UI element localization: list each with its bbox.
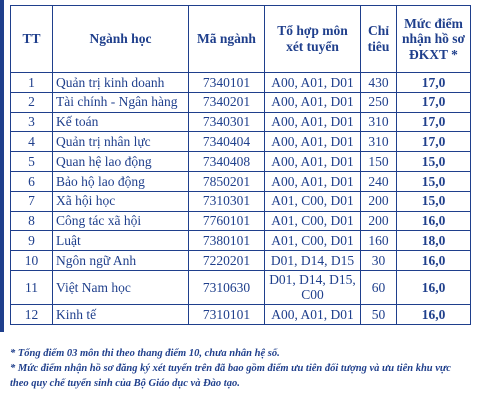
- cell-combo: A00, A01, D01: [265, 73, 361, 93]
- table-row: [11, 270, 471, 304]
- cell-code: 7310101: [189, 304, 265, 324]
- cell-code: 7220201: [189, 251, 265, 271]
- cell-code: 7340201: [189, 92, 265, 112]
- cell-code: 7760101: [189, 211, 265, 231]
- cell-score: 18,0: [397, 231, 471, 251]
- table-row: [11, 73, 471, 93]
- cell-quota: 310: [361, 112, 397, 132]
- cell-combo: D01, D14, D15, C00: [265, 270, 361, 304]
- cell-score: 16,0: [397, 304, 471, 324]
- cell-quota: 60: [361, 270, 397, 304]
- cell-major: Bảo hộ lao động: [53, 171, 189, 191]
- cell-combo: A01, C00, D01: [265, 211, 361, 231]
- cell-score: 15,0: [397, 152, 471, 172]
- cell-tt: 7: [11, 191, 53, 211]
- cell-major: Công tác xã hội: [53, 211, 189, 231]
- cell-major: Luật: [53, 231, 189, 251]
- cell-quota: 430: [361, 73, 397, 93]
- table-row: [11, 132, 471, 152]
- cell-tt: 11: [11, 270, 53, 304]
- cell-major: Quản trị kinh doanh: [53, 73, 189, 93]
- cell-quota: 160: [361, 231, 397, 251]
- table-row: [11, 152, 471, 172]
- cell-score: 16,0: [397, 251, 471, 271]
- table-row: [11, 211, 471, 231]
- table-row: [11, 251, 471, 271]
- table-row: [11, 231, 471, 251]
- cell-major: Xã hội học: [53, 191, 189, 211]
- footnotes: [10, 346, 472, 392]
- cell-tt: 3: [11, 112, 53, 132]
- cell-quota: 200: [361, 211, 397, 231]
- cell-major: Việt Nam học: [53, 270, 189, 304]
- header-code: Mã ngành: [189, 6, 265, 73]
- cell-combo: A00, A01, D01: [265, 304, 361, 324]
- cell-combo: A00, A01, D01: [265, 92, 361, 112]
- cell-major: Quản trị nhân lực: [53, 132, 189, 152]
- cell-tt: 9: [11, 231, 53, 251]
- admission-table: [10, 5, 471, 325]
- cell-score: 16,0: [397, 211, 471, 231]
- cell-code: 7340408: [189, 152, 265, 172]
- cell-score: 15,0: [397, 171, 471, 191]
- cell-tt: 2: [11, 92, 53, 112]
- cell-score: 17,0: [397, 112, 471, 132]
- cell-combo: A01, C00, D01: [265, 191, 361, 211]
- table-row: [11, 92, 471, 112]
- cell-quota: 50: [361, 304, 397, 324]
- cell-combo: A00, A01, D01: [265, 112, 361, 132]
- cell-score: 16,0: [397, 270, 471, 304]
- cell-code: 7340301: [189, 112, 265, 132]
- cell-score: 17,0: [397, 132, 471, 152]
- cell-quota: 200: [361, 191, 397, 211]
- cell-combo: A01, C00, D01: [265, 231, 361, 251]
- table-row: [11, 112, 471, 132]
- cell-quota: 240: [361, 171, 397, 191]
- cell-major: Quan hệ lao động: [53, 152, 189, 172]
- cell-tt: 10: [11, 251, 53, 271]
- cell-major: Tài chính - Ngân hàng: [53, 92, 189, 112]
- cell-code: 7380101: [189, 231, 265, 251]
- cell-quota: 30: [361, 251, 397, 271]
- cell-quota: 250: [361, 92, 397, 112]
- cell-combo: A00, A01, D01: [265, 132, 361, 152]
- cell-code: 7310630: [189, 270, 265, 304]
- header-score: Mức điểm nhận hồ sơ ĐKXT *: [397, 6, 471, 73]
- cell-score: 17,0: [397, 73, 471, 93]
- cell-score: 17,0: [397, 92, 471, 112]
- header-tt: TT: [11, 6, 53, 73]
- cell-major: Kế toán: [53, 112, 189, 132]
- header-major: Ngành học: [53, 6, 189, 73]
- cell-tt: 8: [11, 211, 53, 231]
- cell-score: 15,0: [397, 191, 471, 211]
- cell-tt: 6: [11, 171, 53, 191]
- cell-major: Kinh tế: [53, 304, 189, 324]
- cell-code: 7850201: [189, 171, 265, 191]
- cell-quota: 150: [361, 152, 397, 172]
- cell-tt: 12: [11, 304, 53, 324]
- table-row: [11, 191, 471, 211]
- cell-tt: 5: [11, 152, 53, 172]
- table-row: [11, 304, 471, 324]
- header-quota: Chỉ tiêu: [361, 6, 397, 73]
- cell-major: Ngôn ngữ Anh: [53, 251, 189, 271]
- cell-code: 7340101: [189, 73, 265, 93]
- header-combo: Tổ hợp môn xét tuyển: [265, 6, 361, 73]
- cell-code: 7310301: [189, 191, 265, 211]
- footnote-total-score: * Tổng điểm 03 môn thi theo thang điểm 10, chưa nhân hệ số.: [10, 348, 280, 359]
- cell-tt: 1: [11, 73, 53, 93]
- cell-combo: A00, A01, D01: [265, 152, 361, 172]
- cell-combo: D01, D14, D15: [265, 251, 361, 271]
- table-row: [11, 171, 471, 191]
- cell-combo: A00, A01, D01: [265, 171, 361, 191]
- cell-quota: 310: [361, 132, 397, 152]
- footnote-priority-points: * Mức điểm nhận hồ sơ đăng ký xét tuyển trên đã bao gồm điểm ưu tiên đối tượng và ưu tiên khu vực theo quy chế tuyển sinh của Bộ Giáo dục và Đào tạo.: [10, 363, 451, 390]
- table-header-row: [11, 6, 471, 73]
- cell-code: 7340404: [189, 132, 265, 152]
- cell-tt: 4: [11, 132, 53, 152]
- left-accent-bar: [0, 0, 4, 332]
